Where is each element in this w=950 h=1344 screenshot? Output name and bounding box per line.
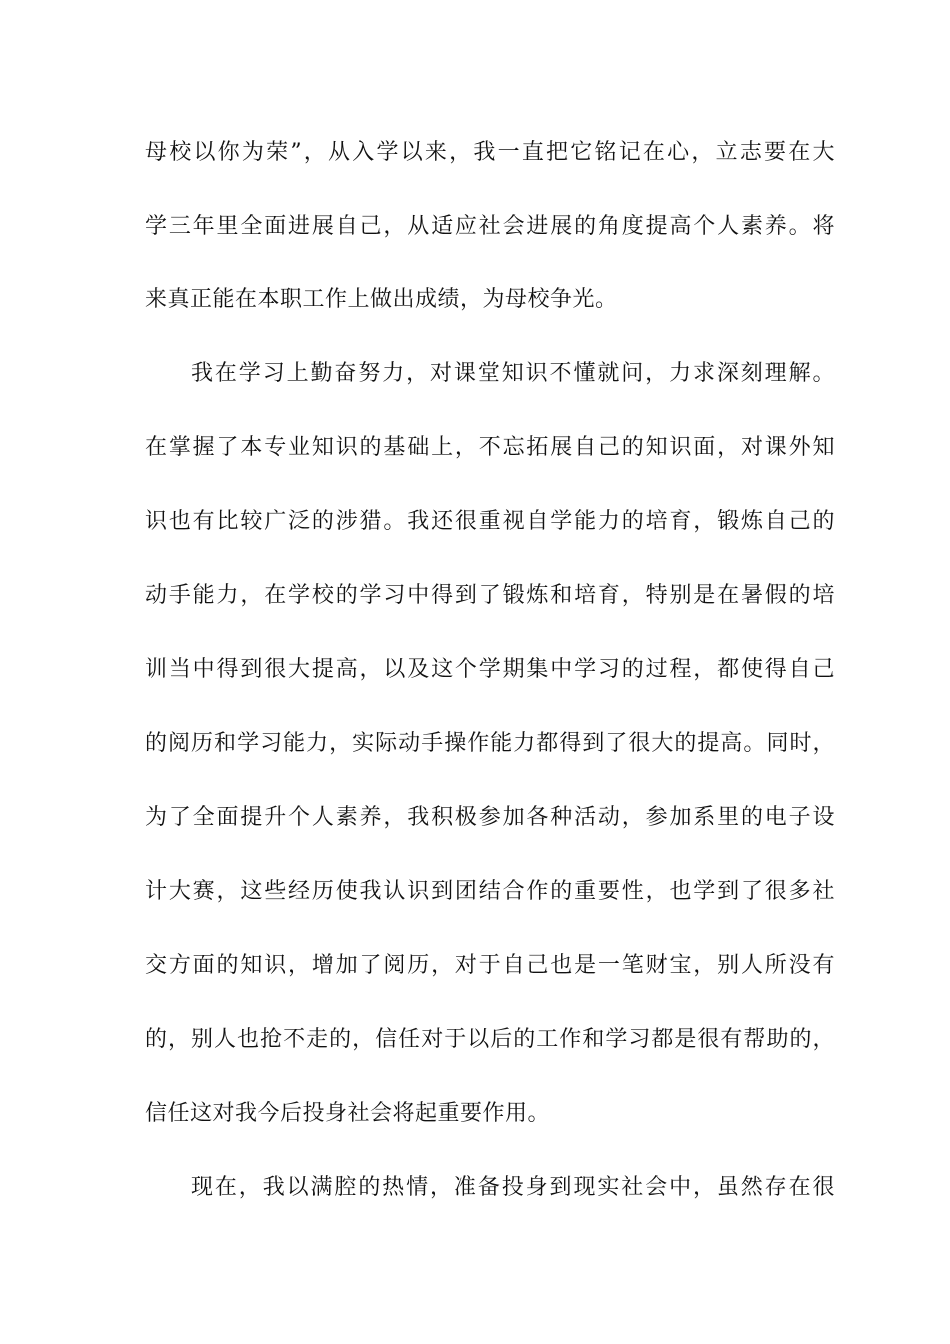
text-line-3: 来真正能在本职工作上做出成绩，为母校争光。: [145, 287, 618, 312]
text-line-15: 现在，我以满腔的热情，准备投身到现实社会中，虽然存在很: [191, 1175, 835, 1200]
text-line-13: 的，别人也抢不走的，信任对于以后的工作和学习都是很有帮助的，: [145, 1027, 835, 1052]
text-line-12: 交方面的知识，增加了阅历，对于自己也是一笔财宝，别人所没有: [145, 953, 835, 978]
text-line-14: 信任这对我今后投身社会将起重要作用。: [145, 1101, 551, 1126]
text-line-10: 为了全面提升个人素养，我积极参加各种活动，参加系里的电子设: [145, 805, 835, 830]
text-line-4: 我在学习上勤奋努力，对课堂知识不懂就问，力求深刻理解。: [191, 361, 835, 386]
text-line-6: 识也有比较广泛的涉猎。我还很重视自学能力的培育，锻炼自己的: [145, 509, 835, 534]
text-line-5: 在掌握了本专业知识的基础上，不忘拓展自己的知识面，对课外知: [145, 435, 835, 460]
text-line-8: 训当中得到很大提高，以及这个学期集中学习的过程，都使得自己: [145, 657, 835, 682]
text-line-11: 计大赛，这些经历使我认识到团结合作的重要性，也学到了很多社: [145, 879, 835, 904]
text-line-7: 动手能力，在学校的学习中得到了锻炼和培育，特别是在暑假的培: [145, 583, 835, 608]
text-line-2: 学三年里全面进展自己，从适应社会进展的角度提高个人素养。将: [145, 214, 835, 239]
text-line-9: 的阅历和学习能力，实际动手操作能力都得到了很大的提高。同时，: [145, 731, 835, 756]
text-line-1: 母校以你为荣”，从入学以来，我一直把它铭记在心，立志要在大: [145, 140, 835, 165]
